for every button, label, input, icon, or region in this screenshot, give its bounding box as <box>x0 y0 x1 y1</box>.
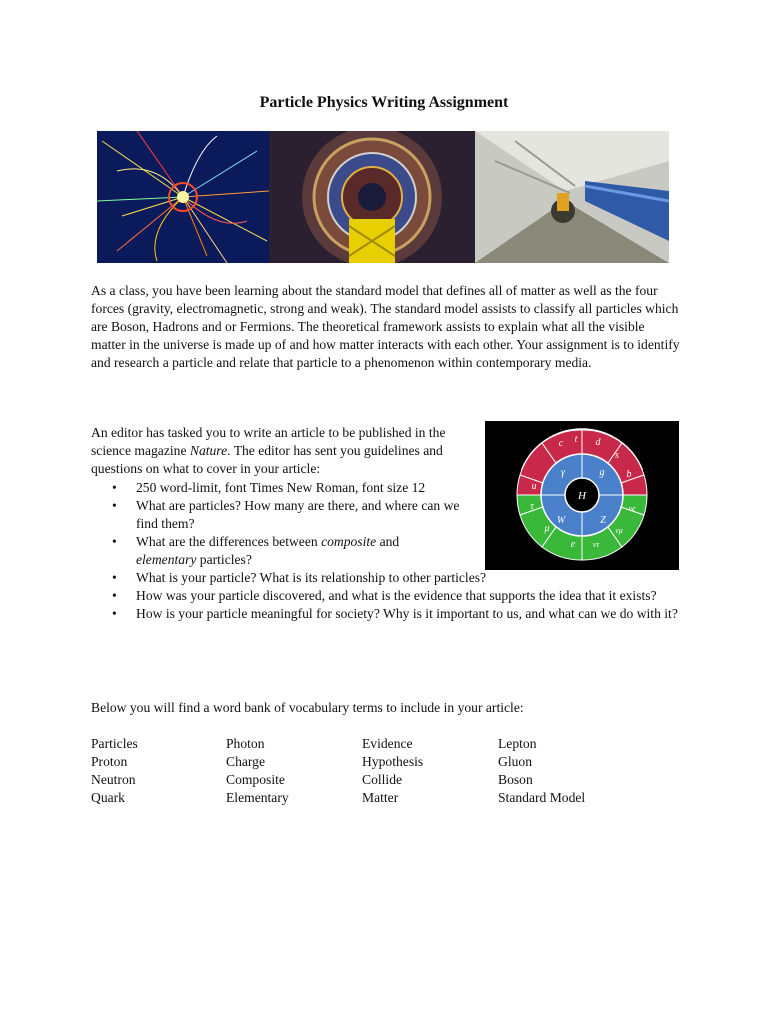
editor-text-before: An editor has tasked you to write an article to be published in the science magazine <box>91 425 446 458</box>
intro-paragraph: As a class, you have been learning about the standard model that defines all of matter as well as the four forces (gravity, electromagnetic, strong and weak). The standard model assists to classify all particles which are Boson, Hadrons and or Fermions. The theoretical framework assists to explain what all the visible matter in the universe is made up of and how matter interacts with each other. Your assignment is to identify and research a particle and relate that particle to a phenomenon within contemporary media. <box>91 283 680 370</box>
list-item-text: and <box>376 534 400 549</box>
wordbank-intro: Below you will find a word bank of vocabulary terms to include in your article: <box>91 700 524 715</box>
banner-image-strip <box>97 131 669 263</box>
list-item-text: What are the differences between <box>136 534 322 549</box>
higgs-label: H <box>578 490 586 502</box>
lepton-label: νe <box>628 504 636 513</box>
word-bank-term: Lepton <box>498 736 537 751</box>
boson-label: Z <box>600 515 606 526</box>
list-item: • 250 word-limit, font Times New Roman, font size 12 <box>91 479 466 497</box>
quark-label: c <box>558 438 564 449</box>
lepton-label: τ <box>530 501 534 512</box>
word-bank-term: Standard Model <box>498 790 586 805</box>
word-bank-term: Quark <box>91 790 125 805</box>
list-item: • How was your particle discovered, and what is the evidence that supports the idea that it exists? <box>91 587 681 605</box>
boson-label: γ <box>561 467 565 478</box>
word-bank-term: Photon <box>226 736 265 751</box>
word-bank-term: Evidence <box>362 736 413 751</box>
editor-paragraph <box>91 424 481 478</box>
quark-label: d <box>595 437 601 448</box>
term-composite: composite <box>321 534 377 549</box>
standard-model-diagram <box>485 421 679 570</box>
word-bank-term: Proton <box>91 754 128 769</box>
lepton-label: νμ <box>615 526 623 535</box>
list-item <box>91 533 466 569</box>
quark-label: t <box>574 434 578 445</box>
particle-collision-image <box>97 131 269 263</box>
quark-label: b <box>626 469 632 480</box>
list-item-text: particles? <box>196 552 252 567</box>
word-bank-term: Particles <box>91 736 138 751</box>
accelerator-tunnel-image <box>475 131 669 263</box>
editor-text-after: . The editor has sent you guidelines and questions on what to cover in your article: <box>91 443 443 476</box>
word-bank-term: Neutron <box>91 772 136 787</box>
word-bank-term: Collide <box>362 772 403 787</box>
word-bank-term: Hypothesis <box>362 754 424 769</box>
term-elementary: elementary <box>136 552 197 567</box>
boson-label: g <box>599 467 605 478</box>
list-item: • What are particles? How many are there, and where can we find them? <box>91 497 466 533</box>
lepton-label: μ <box>544 523 550 534</box>
word-bank-term: Composite <box>226 772 285 787</box>
word-bank-term: Charge <box>226 754 266 769</box>
page-title: Particle Physics Writing Assignment <box>259 94 509 111</box>
lepton-label: ντ <box>592 540 600 549</box>
word-bank-term: Boson <box>498 772 533 787</box>
detector-image <box>269 131 475 263</box>
quark-label: u <box>531 481 537 492</box>
magazine-name: Nature <box>189 443 228 458</box>
word-bank-term: Matter <box>362 790 399 805</box>
word-bank <box>91 735 638 807</box>
boson-label: W <box>556 515 566 526</box>
word-bank-term: Elementary <box>226 790 289 805</box>
lepton-label: e <box>570 539 576 550</box>
list-item: • What is your particle? What is its relationship to other particles? <box>91 569 681 587</box>
word-bank-term: Gluon <box>498 754 532 769</box>
list-item: • How is your particle meaningful for society? Why is it important to us, and what can we do with it? <box>91 605 681 623</box>
quark-label: s <box>615 450 619 461</box>
